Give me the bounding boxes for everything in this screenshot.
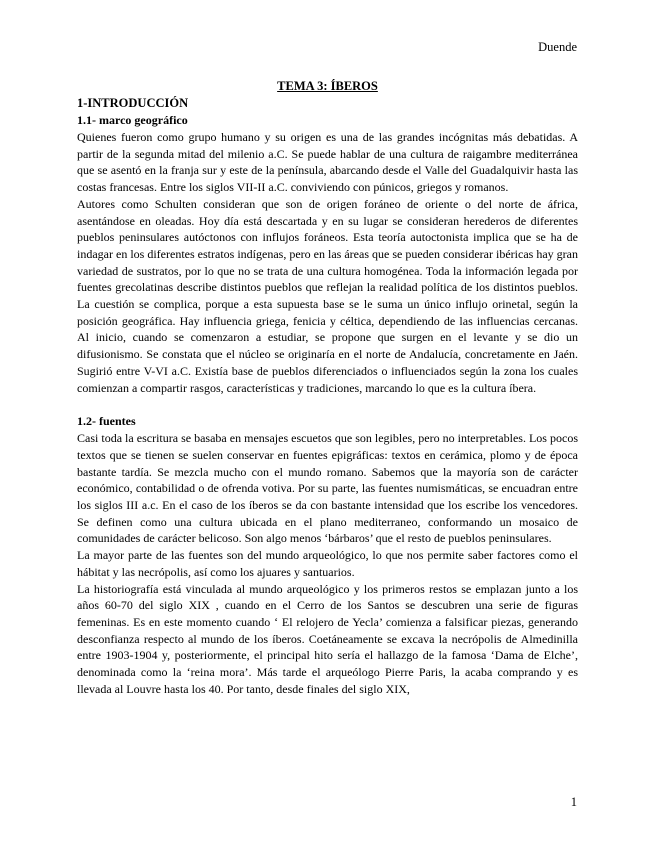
subsection-heading-fuentes: 1.2- fuentes bbox=[77, 414, 136, 429]
section-heading-introduccion: 1-INTRODUCCIÓN bbox=[77, 96, 189, 110]
document-title: TEMA 3: ÍBEROS bbox=[277, 79, 378, 93]
paragraph: La historiografía está vinculada al mundo arqueológico y los primeros restos se emplazan junto a los años 60-70 del siglo XIX , cuando en el Cerro de los Santos se descubren una serie de figuras femeninas. Es en este momento cuando ‘ El relojero de Yecla’ comienza a falsificar piezas, generando desconfianza respecto al mundo de los íberos. Coetáneamente se excava la necrópolis de Almedinilla entre 1903-1904 y, posteriormente, el principal hito sería el hallazgo de la famosa ‘Dama de Elche’, denominada como la ‘reina mora’. Más tarde el arqueólogo Pierre Paris, la acaba comprando y es llevada al Louvre hasta los 40. Por tanto, desde finales del siglo XIX, bbox=[77, 581, 578, 696]
section-spacer bbox=[77, 396, 578, 413]
paragraph: Quienes fueron como grupo humano y su origen es una de las grandes incógnitas más debatidas. A partir de la segunda mitad del milenio a.C. Se puede hablar de una cultura de raigambre mediterránea que se asentó en la franja sur y este de la península, abarcando desde el Valle del Guadalquivir hasta las costas francesas. Entre los siglos VII-II a.C. conviviendo con púnicos, griegos y romanos. bbox=[77, 130, 578, 195]
paragraph: Casi toda la escritura se basaba en mensajes escuetos que son legibles, pero no interpretables. Los pocos textos que se tienen se suelen conservar en fuentes epigráficas: textos en cerámica, plomo y de época bastante tardía. Se mezcla mucho con el mundo romano. Sabemos que la mayoría son de carácter económico, contabilidad o de ofrenda votiva. Por su parte, las fuentes numismáticas, se encuadran entre los siglos III a.c. En el caso de los íberos se da con bastante intensidad que los escribe los vencedores. Se definen como una cultura ubicada en el plano mediterraneo, conformando un mosaico de comunidades de carácter belicoso. Son algo menos ‘bárbaros’ que el resto de pueblos peninsulares. bbox=[77, 431, 578, 546]
subsection-heading-marco-geografico: 1.1- marco geográfico bbox=[77, 113, 188, 127]
page-number: 1 bbox=[570, 795, 577, 809]
header-author: Duende bbox=[538, 40, 577, 54]
document-body bbox=[77, 78, 578, 698]
paragraph: Autores como Schulten consideran que son de origen foráneo de oriente o del norte de áfrica, asentándose en oleadas. Hoy día está descartada y en su lugar se consideran herederos de diferentes pueblos peninsulares autóctonos con influjos foráneos. Esta teoría autoctonista implica que se ha de indagar en los diferentes estratos indígenas, pero en las áreas que se pueden considerar ibéricas hay gran variedad de sustratos, por lo que no se trata de una cultura homogénea. Toda la información legada por fuentes grecolatinas describe distintos pueblos que reflejan la realidad política de los distintos pueblos. La cuestión se complica, porque a esta supuesta base se le suma un único influjo orinetal, según la posición geográfica. Hay influencia griega, fenicia y céltica, dependiendo de las influencias cercanas. Al inicio, cuando se comenzaron a estudiar, se propone que surgen en el levante y se dio un difusionismo. Se constata que el núcleo se originaría en el norte de Andalucía, concretamente en Jaén. Sugirió entre V-VI a.C. Existía base de pueblos diferenciados o influenciados según la zona los cuales comienzan a compartir rasgos, características y tradiciones, marcando lo que es la cultura íbera. bbox=[77, 196, 578, 395]
paragraph: La mayor parte de las fuentes son del mundo arqueológico, lo que nos permite saber factores como el hábitat y las necrópolis, así como los ajuares y santuarios. bbox=[77, 548, 578, 579]
